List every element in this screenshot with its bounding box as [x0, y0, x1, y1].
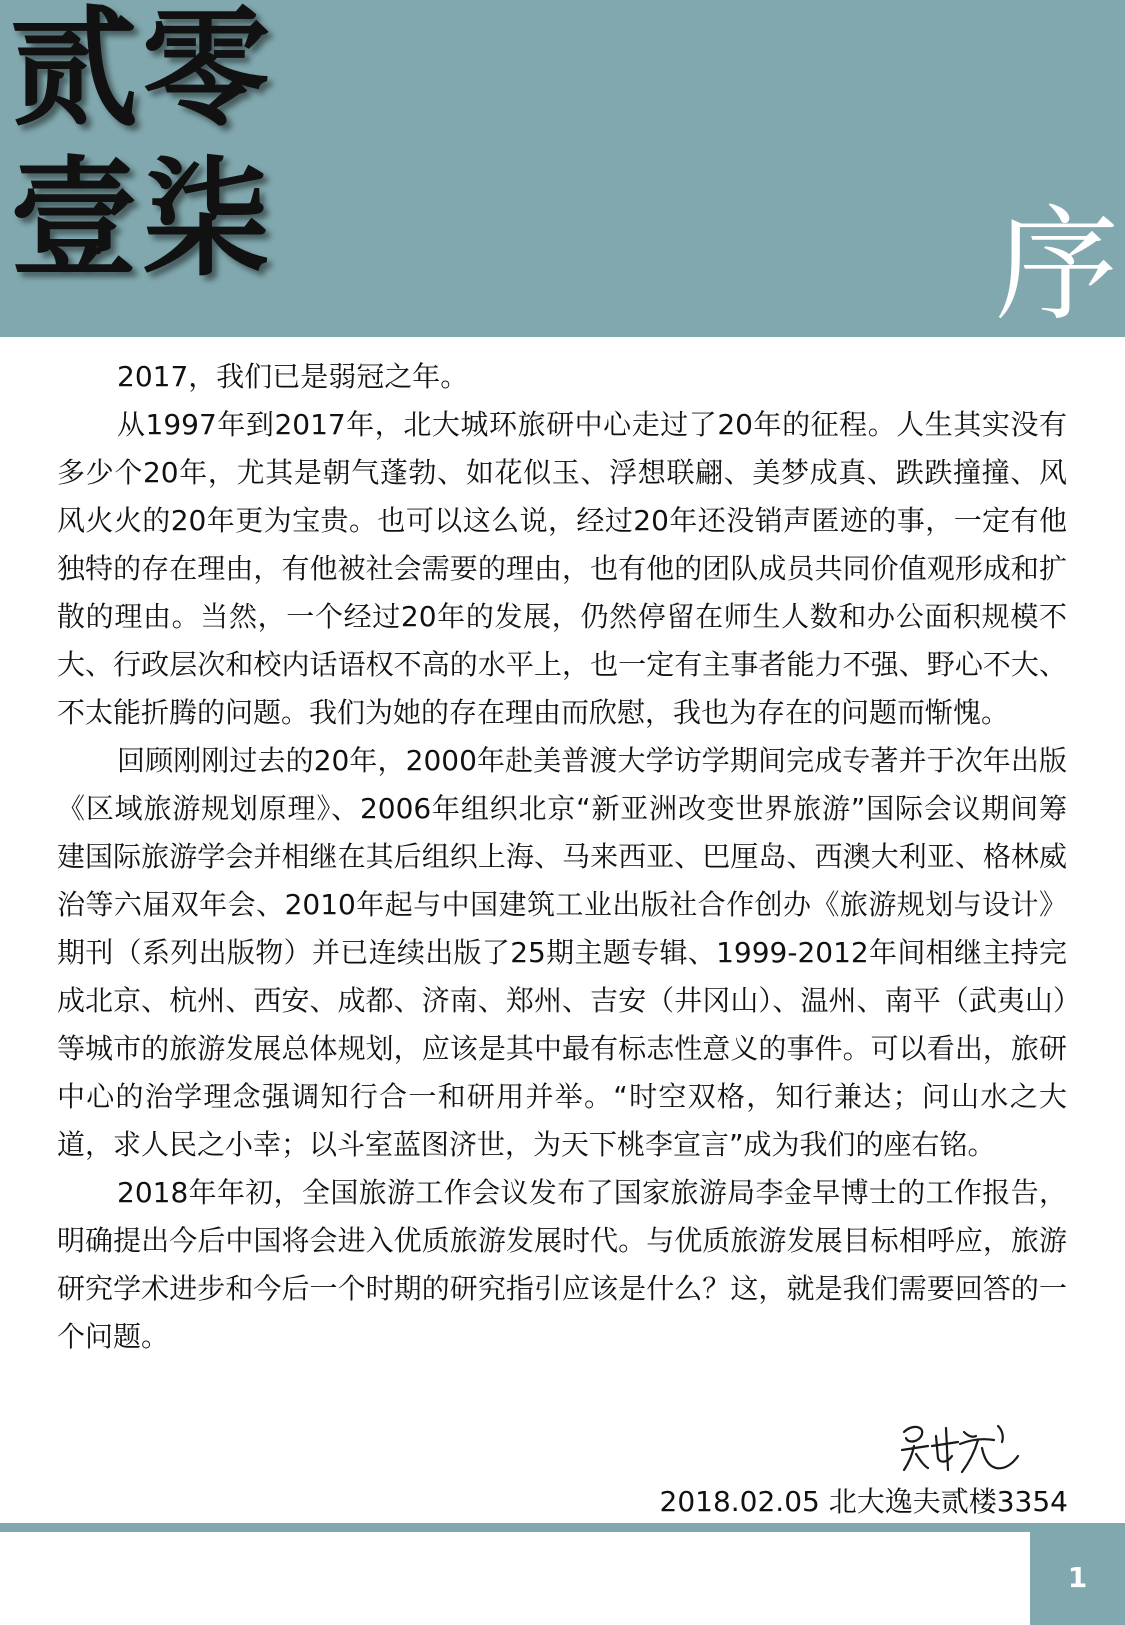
footer-rule: [0, 1523, 1125, 1532]
section-label: 序: [994, 194, 1119, 338]
paragraph-1: 2017，我们已是弱冠之年。: [117, 360, 469, 393]
handwritten-signature: [898, 1418, 1030, 1480]
paragraph-3: 回顾刚刚过去的20年，2000年赴美普渡大学访学期间完成专著并于次年出版《区域旅游规划原理》、2006年组织北京“新亚洲改变世界旅游”国际会议期间筹建国际旅游学会并相继在其后组织上海、马来西亚、巴厘岛、西澳大利亚、格林威治等六届双年会、2010年起与中国建筑工业出版社合作创办《旅游规划与设计》期刊（系列出版物）并已连续出版了25期主题专辑、1999-2012年间相继主持完成北京、杭州、西安、成都、济南、郑州、吉安（井冈山）、温州、南平（武夷山）等城市的旅游发展总体规划，应该是其中最有标志性意义的事件。可以看出，旅研中心的治学理念强调知行合一和研用并举。“时空双格，知行兼达；问山水之大道，求人民之小幸；以斗室蓝图济世，为天下桃李宣言”成为我们的座右铭。: [57, 744, 1067, 1161]
date-location: 2018.02.05 北大逸夫贰楼3354: [659, 1485, 1068, 1518]
page-number: 1: [1067, 1561, 1088, 1594]
title-line-2: 壹柒: [10, 145, 275, 294]
header-band: [0, 0, 1125, 337]
preface-body: [57, 353, 1067, 1361]
paragraph-4: 2018年年初，全国旅游工作会议发布了国家旅游局李金早博士的工作报告，明确提出今后中国将会进入优质旅游发展时代。与优质旅游发展目标相呼应，旅游研究学术进步和今后一个时期的研究指引应该是什么？这，就是我们需要回答的一个问题。: [57, 1176, 1067, 1353]
page-number-box: [1030, 1532, 1125, 1625]
paragraph-2: 从1997年到2017年，北大城环旅研中心走过了20年的征程。人生其实没有多少个20年，尤其是朝气蓬勃、如花似玉、浮想联翩、美梦成真、跌跌撞撞、风风火火的20年更为宝贵。也可以这么说，经过20年还没销声匿迹的事，一定有他独特的存在理由，有他被社会需要的理由，也有他的团队成员共同价值观形成和扩散的理由。当然，一个经过20年的发展，仍然停留在师生人数和办公面积规模不大、行政层次和校内话语权不高的水平上，也一定有主事者能力不强、野心不大、不太能折腾的问题。我们为她的存在理由而欣慰，我也为存在的问题而惭愧。: [57, 408, 1067, 729]
title-line-1: 贰零: [10, 0, 275, 144]
